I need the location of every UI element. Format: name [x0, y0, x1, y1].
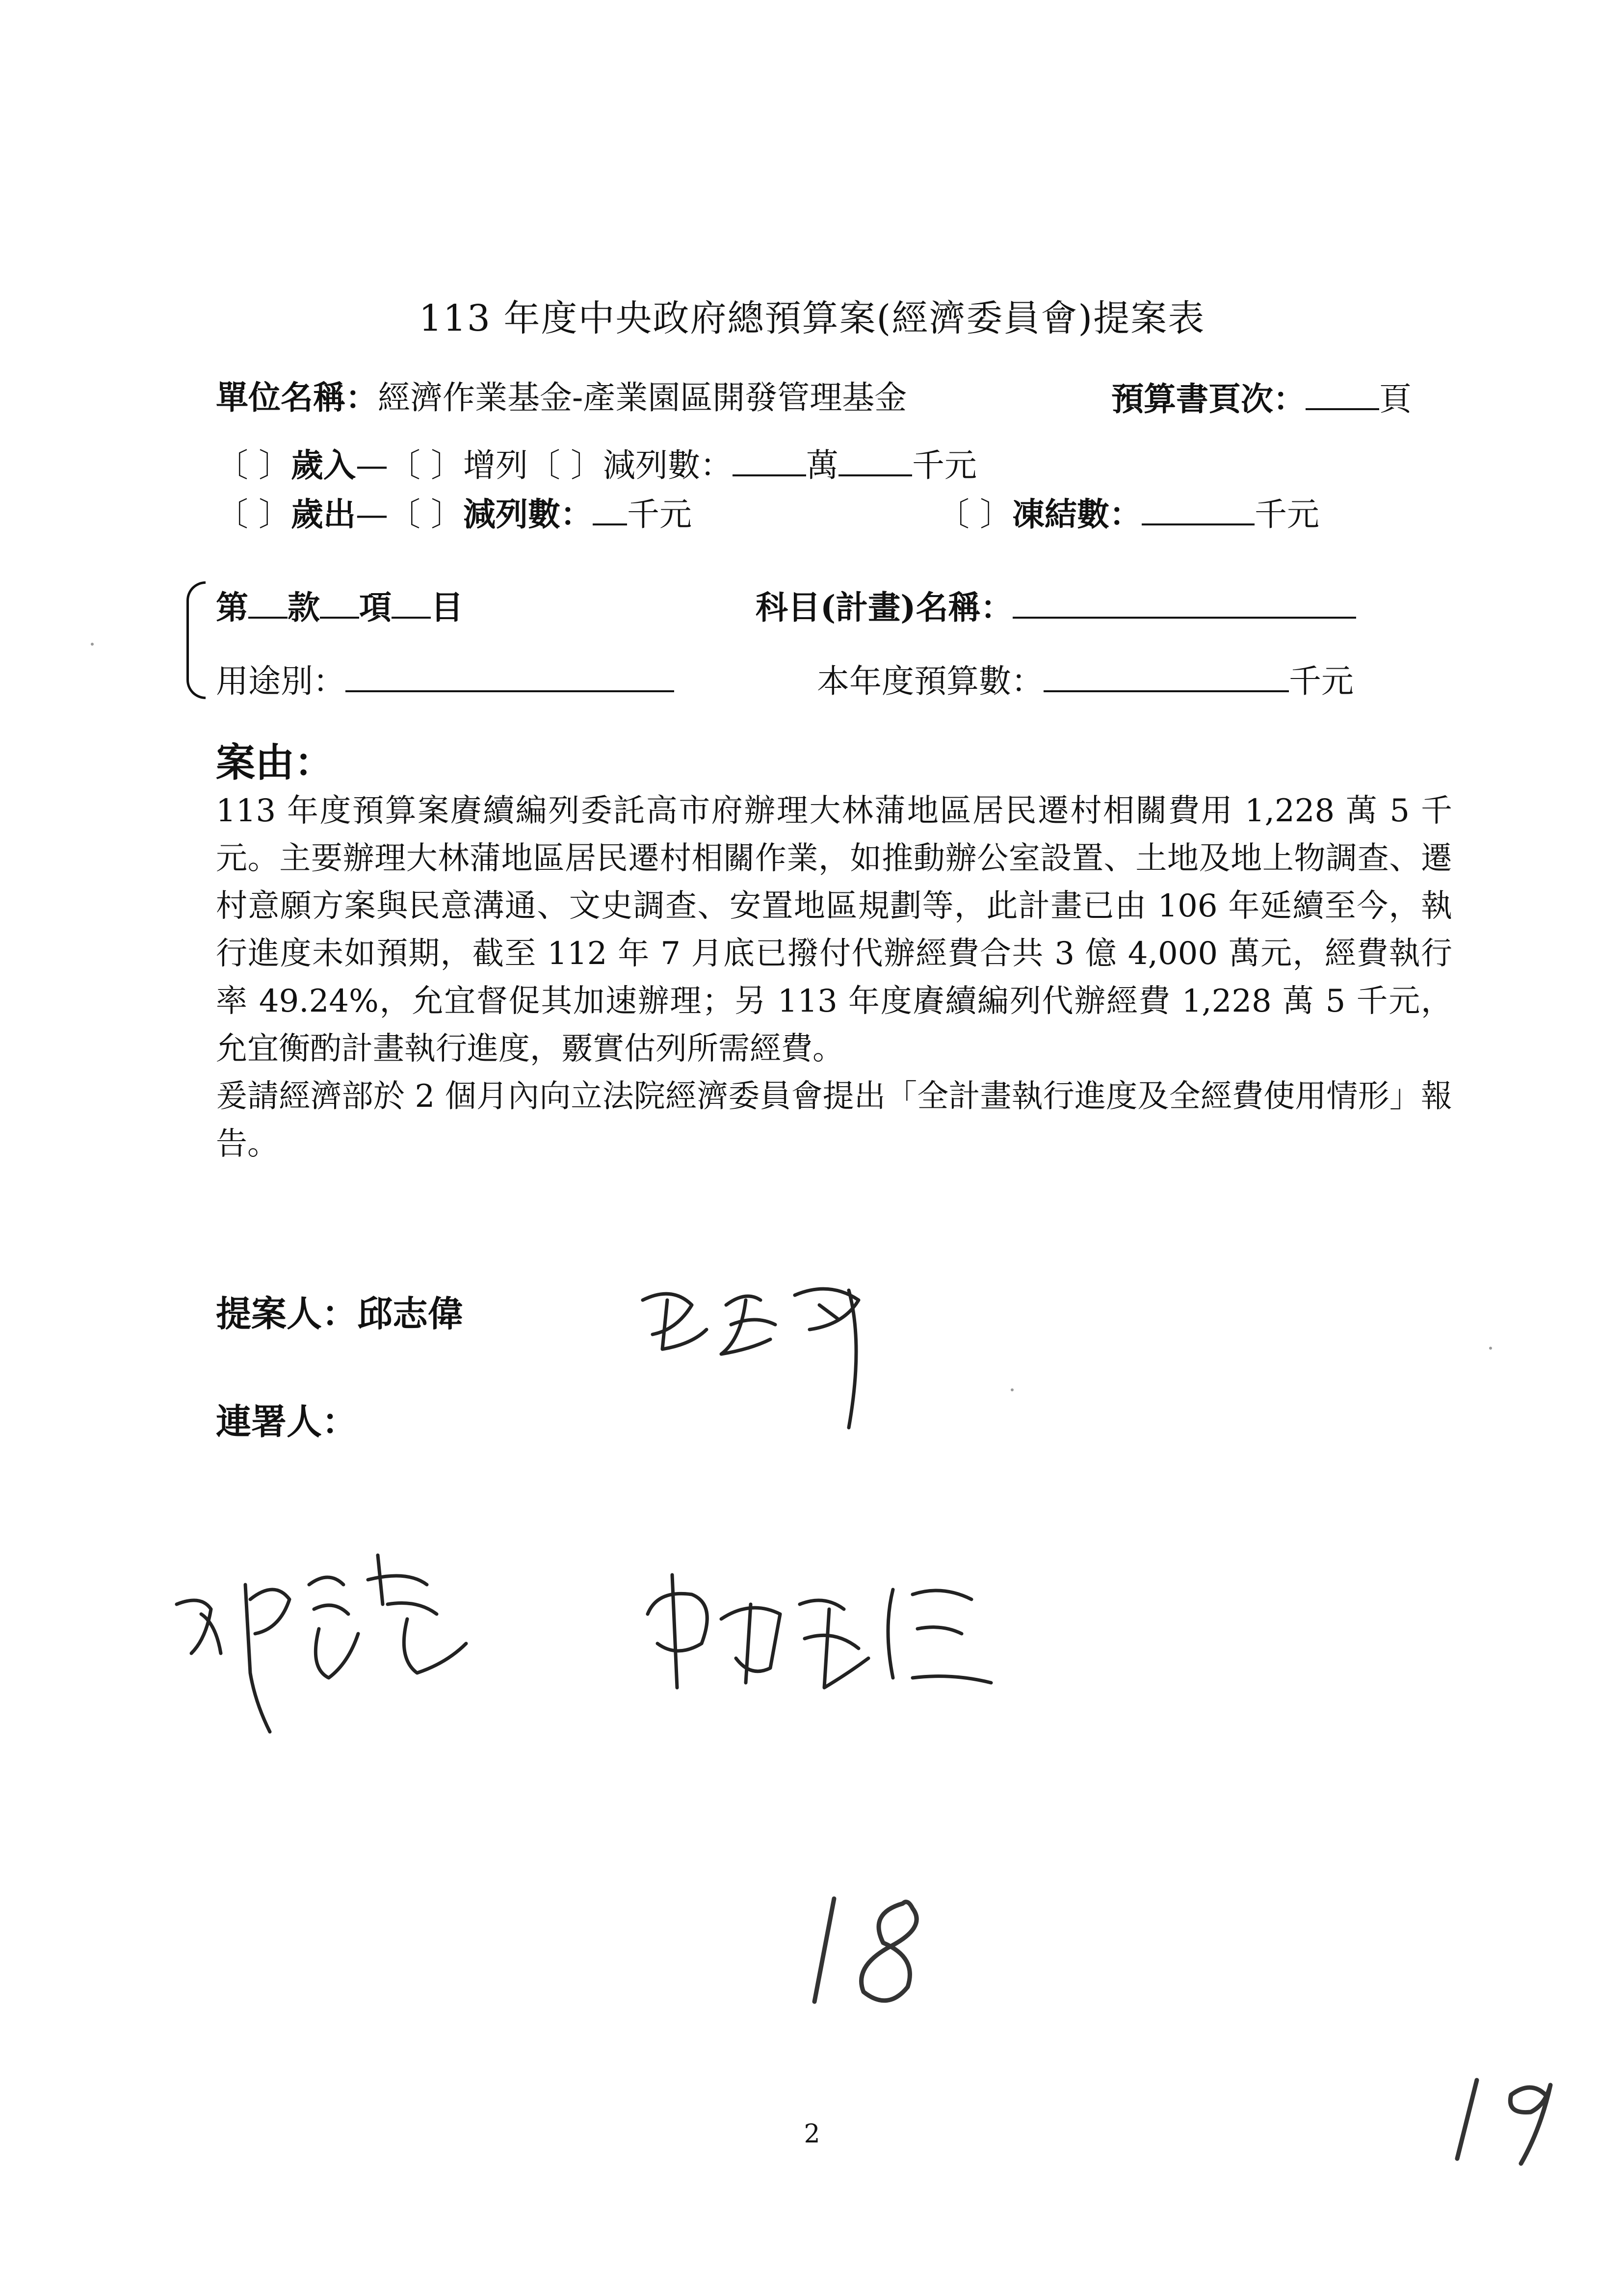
thousand-blank	[838, 444, 912, 476]
reason-body	[216, 787, 1452, 1168]
mu-label: 目	[431, 588, 463, 626]
subject-blank	[1013, 586, 1356, 619]
item-line	[216, 586, 463, 627]
cosigner-signature-1	[172, 1526, 496, 1737]
budget-page-label: 預算書頁次：	[1111, 380, 1306, 418]
unit-label: 單位名稱：	[216, 378, 378, 417]
budget-page-suffix: 頁	[1379, 380, 1412, 418]
wan-blank	[733, 444, 806, 476]
subject-label: 科目(計畫)名稱：	[756, 588, 1013, 626]
reason-paragraph-1: 113 年度預算案賡續編列委託高市府辦理大林蒲地區居民遷村相關費用 1,228 萬 5 千元。主要辦理大林蒲地區居民遷村相關作業，如推動辦公室設置、土地及地上物調查、遷村意願方案與民意溝通、文史調查、安置地區規劃等，此計畫已由 106 年延續至今，執行進度未如預期，截至 112 年 7 月底已撥付代辦經費合共 3 億 4,000 萬元，經費執行率 49.24%，允宜督促其加速辦理；另 113 年度賡續編列代辦經費 1,228 萬 5 千元，允宜衡酌計畫執行進度，覈實估列所需經費。	[216, 793, 1452, 1067]
revenue-dash: —	[355, 446, 388, 484]
scan-speck	[1489, 1347, 1492, 1350]
freeze-label: 凍結數：	[1012, 495, 1142, 533]
increase-label: 增列	[463, 446, 528, 484]
revenue-label: 歲入	[290, 446, 356, 484]
revenue-checkbox: 〔 〕	[216, 446, 291, 484]
scan-speck	[91, 643, 94, 646]
xiang-label: 項	[359, 588, 392, 626]
freeze-checkbox: 〔 〕	[937, 496, 1012, 533]
freeze-blank	[1142, 493, 1255, 525]
proposer-signature	[633, 1271, 888, 1437]
increase-checkbox: 〔 〕	[388, 446, 463, 484]
usage-blank	[345, 660, 674, 692]
di-label: 第	[216, 588, 248, 626]
usage-line	[216, 660, 674, 701]
expense-line	[216, 493, 692, 534]
budget-page-line	[1111, 378, 1412, 419]
proposer-label: 提案人：	[216, 1293, 358, 1334]
reason-heading: 案由：	[216, 739, 334, 785]
cosigner-signature-2	[638, 1560, 1006, 1707]
xiang-blank	[320, 586, 359, 619]
cosigner-label: 連署人：	[216, 1401, 358, 1442]
handwritten-number-18	[790, 1894, 957, 2011]
wan-label: 萬	[806, 446, 838, 484]
mu-blank	[392, 586, 431, 619]
document-title: 113 年度中央政府總預算案(經濟委員會)提案表	[419, 297, 1205, 339]
thousand-label: 千元	[912, 446, 977, 484]
subject-line	[756, 586, 1356, 627]
kuan-blank	[248, 586, 288, 619]
unit-line	[216, 378, 907, 417]
expense-dash: —	[355, 496, 388, 533]
expense-checkbox: 〔 〕	[216, 496, 291, 533]
expense-decrease-label: 減列數：	[463, 495, 593, 533]
freeze-line	[937, 493, 1319, 534]
budget-label: 本年度預算數：	[817, 662, 1044, 700]
page-number: 2	[804, 2119, 820, 2149]
expense-label: 歲出	[290, 495, 356, 533]
unit-value: 經濟作業基金-產業園區開發管理基金	[378, 379, 907, 417]
scan-speck	[1011, 1388, 1014, 1391]
expense-decrease-blank	[593, 493, 627, 525]
expense-decrease-checkbox: 〔 〕	[388, 496, 463, 533]
reason-paragraph-2: 爰請經濟部於 2 個月內向立法院經濟委員會提出「全計畫執行進度及全經費使用情形」報告。	[216, 1078, 1452, 1162]
left-brace	[186, 581, 206, 699]
budget-blank	[1044, 660, 1289, 692]
freeze-unit: 千元	[1254, 496, 1319, 533]
decrease-checkbox: 〔 〕	[527, 446, 603, 484]
budget-unit: 千元	[1289, 662, 1354, 700]
usage-label: 用途別：	[216, 662, 345, 700]
proposer-name: 邱志偉	[357, 1293, 464, 1334]
decrease-label: 減列數：	[602, 446, 733, 484]
proposer-line	[216, 1285, 463, 1336]
budget-line	[817, 660, 1354, 701]
expense-thousand-label: 千元	[627, 496, 692, 533]
kuan-label: 款	[288, 588, 320, 626]
budget-page-blank	[1306, 378, 1379, 410]
revenue-line	[216, 444, 977, 485]
